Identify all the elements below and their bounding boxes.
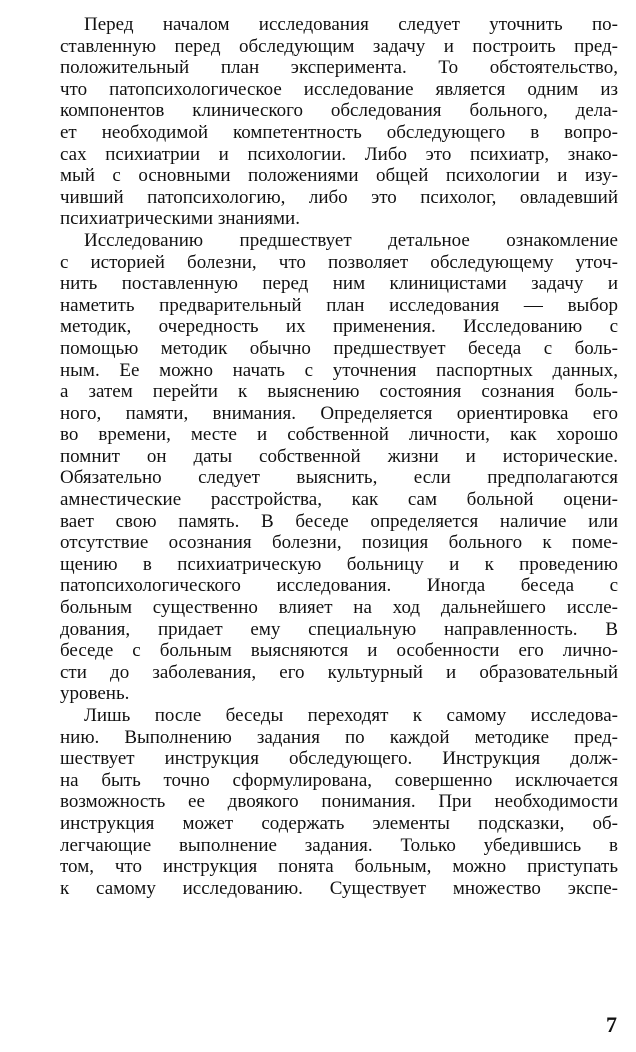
text-line: ного, памяти, внимания. Определяется ориентировка его: [60, 402, 618, 424]
text-line: беседе с больным выясняются и особенности его лично-: [60, 640, 618, 662]
text-line: компонентов клинического обследования больного, дела-: [60, 100, 618, 122]
text-line: возможность ее двоякого понимания. При необходимости: [60, 791, 618, 813]
text-line: ет необходимой компетентность обследующего в вопро-: [60, 121, 618, 143]
page-number: 7: [606, 1012, 617, 1037]
text-line: Обязательно следует выяснить, если предполагаются: [60, 467, 618, 489]
text-line: ставленную перед обследующим задачу и построить пред-: [60, 35, 618, 57]
text-line: щению в психиатрическую больницу и к проведению: [60, 553, 618, 575]
text-line: ным. Ее можно начать с уточнения паспортных данных,: [60, 359, 618, 381]
text-line: уровень.: [60, 683, 130, 705]
text-line: больным существенно влияет на ход дальнейшего иссле-: [60, 597, 618, 619]
text-line: нию. Выполнению задания по каждой методике пред-: [60, 726, 618, 748]
text-line: во времени, месте и собственной личности, как хорошо: [60, 424, 618, 446]
book-page-text: [60, 14, 618, 899]
text-line: легчающие выполнение задания. Только убедившись в: [60, 834, 618, 856]
text-line: положительный план эксперимента. То обстоятельство,: [60, 57, 618, 79]
text-line: дования, придает ему специальную направленность. В: [60, 618, 618, 640]
text-line: Исследованию предшествует детальное ознакомление: [84, 229, 618, 251]
text-line: наметить предварительный план исследования — выбор: [60, 294, 618, 316]
text-line: шествует инструкция обследующего. Инструкция долж-: [60, 748, 618, 770]
text-line: нить поставленную перед ним клиницистами задачу и: [60, 273, 618, 295]
text-line: Перед началом исследования следует уточнить по-: [84, 14, 618, 35]
text-line: чивший патопсихологию, либо это психолог, овладевший: [60, 186, 618, 208]
text-line: на быть точно сформулирована, совершенно исключается: [60, 769, 618, 791]
text-line: помнит он даты собственной жизни и исторические.: [60, 445, 618, 467]
text-line: том, что инструкция понята больным, можно приступать: [60, 856, 618, 878]
text-line: помощью методик обычно предшествует беседа с боль-: [60, 337, 618, 359]
text-line: отсутствие осознания болезни, позиция больного к поме-: [60, 532, 618, 554]
text-line: амнестические расстройства, как сам больной оцени-: [60, 489, 618, 511]
text-line: сах психиатрии и психологии. Либо это психиатр, знако-: [60, 143, 618, 165]
text-line: к самому исследованию. Существует множество экспе-: [60, 877, 618, 899]
text-line: что патопсихологическое исследование является одним из: [60, 78, 618, 100]
text-line: сти до заболевания, его культурный и образовательный: [60, 661, 618, 683]
text-line: а затем перейти к выяснению состояния сознания боль-: [60, 381, 618, 403]
text-line: инструкция может содержать элементы подсказки, об-: [60, 812, 618, 834]
text-line: вает свою память. В беседе определяется наличие или: [60, 510, 618, 532]
text-line: методик, очередность их применения. Исследованию с: [60, 316, 618, 338]
text-line: Лишь после беседы переходят к самому исследова-: [84, 705, 618, 726]
text-line: мый с основными положениями общей психологии и изу-: [60, 165, 618, 187]
text-line: с историей болезни, что позволяет обследующему уточ-: [60, 251, 618, 273]
text-line: психиатрическими знаниями.: [60, 208, 300, 230]
text-line: патопсихологического исследования. Иногда беседа с: [60, 575, 618, 597]
